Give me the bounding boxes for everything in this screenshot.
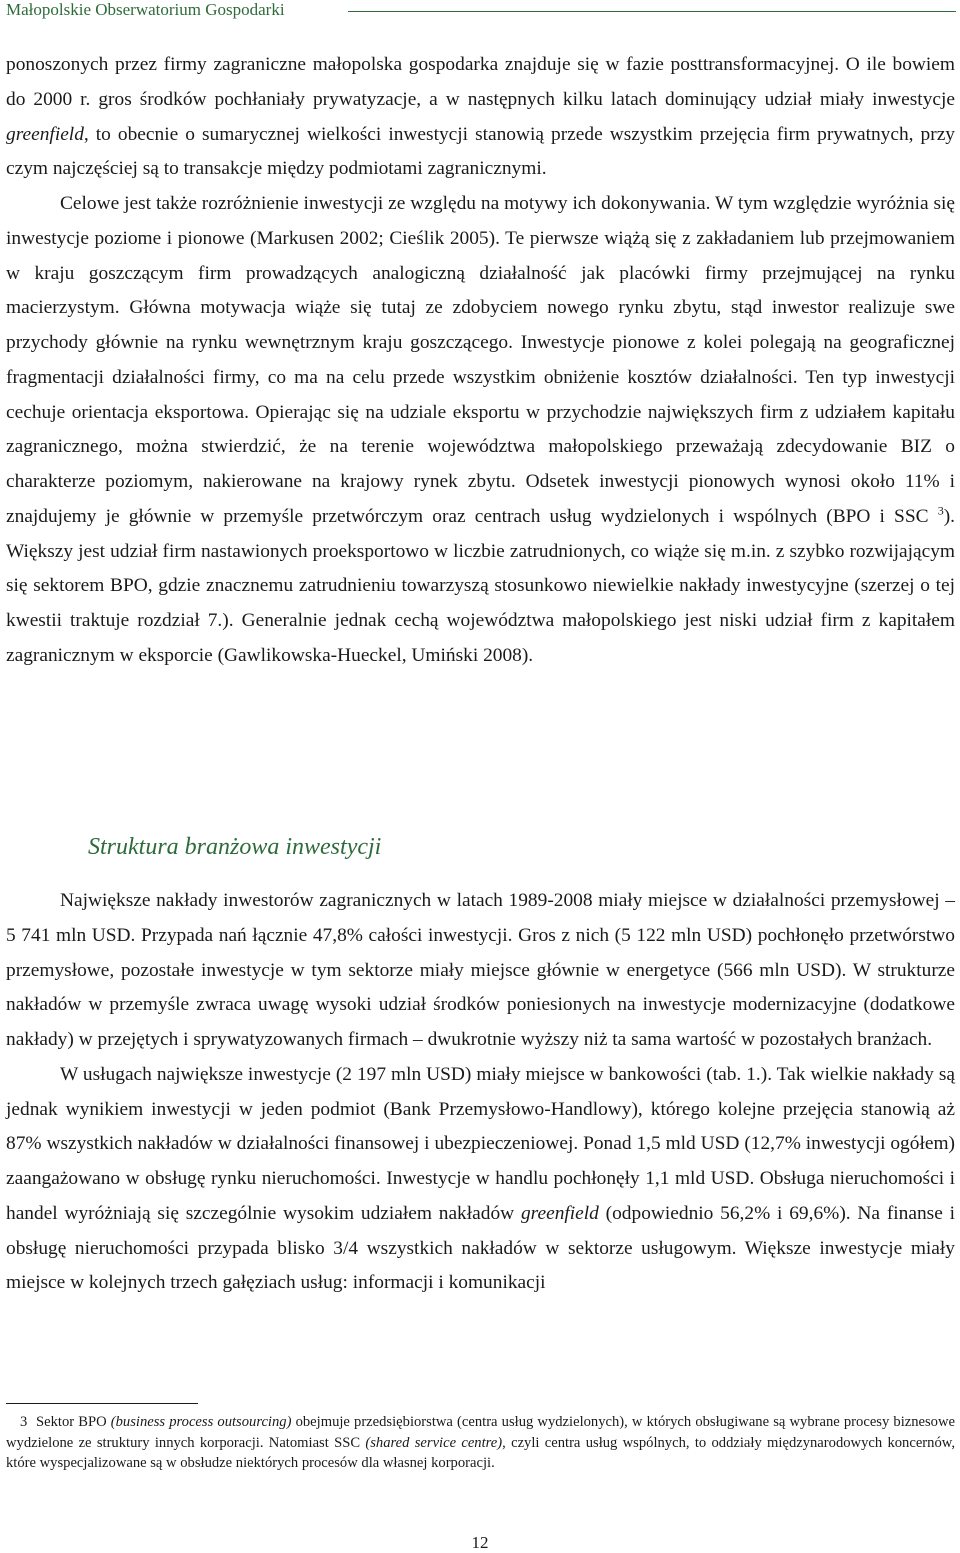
footnote-emphasis-bpo: (business process outsourcing) bbox=[110, 1414, 292, 1430]
body-section-2 bbox=[6, 884, 955, 1301]
paragraph-4-text: W usługach największe inwestycje (2 197 mln USD) miały miejsce w bankowości (tab. 1.). Tak wielkie nakłady są jednak wynikiem inwestycji w jeden podmiot (Bank Przemysłowo-Handlowy), którego kolejne przejęcia stanowią aż 87% wszystkich nakładów w działalności finansowej i ubezpieczeniowej. Ponad 1,5 mld USD (12,7% inwestycji ogółem) zaangażowano w obsługę rynku nieruchomości. Inwestycje w handlu pochłonęły 1,1 mld USD. Obsługa nieruchomości i handel wyróżniają się szczególnie wysokim udziałem nakładów bbox=[6, 1063, 955, 1224]
paragraph-3: Największe nakłady inwestorów zagranicznych w latach 1989-2008 miały miejsce w działalności przemysłowej – 5 741 mln USD. Przypada nań łącznie 47,8% całości inwestycji. Gros z nich (5 122 mln USD) pochłonęło przetwórstwo przemysłowe, pozostałe inwestycje w tym sektorze miały miejsce głównie w energetyce (566 mln USD). W strukturze nakładów w przemyśle zwraca uwagę wysoki udział środków poniesionych na inwestycje modernizacyjne (dodatkowe nakłady) w przejętych i sprywatyzowanych firmach – dwukrotnie wyższy niż ta sama wartość w pozostałych branżach. bbox=[6, 890, 955, 1050]
footnote-text: Sektor BPO bbox=[36, 1414, 111, 1430]
paragraph-1-text: ponoszonych przez firmy zagraniczne małopolska gospodarka znajduje się w fazie posttransformacyjnej. O ile bowiem do 2000 r. gros środków pochłaniały prywatyzacje, a w następnych kilku latach dominujący udział miały inwestycje bbox=[6, 54, 955, 110]
paragraph-4-text-rest: (odpowiednio 56,2% i 69,6%). Na finanse i obsługę nieruchomości przypada blisko 3/4 wszystkich nakładów w sektorze usługowym. Większe inwestycje miały miejsce w kolejnych trzech gałęziach usług: informacji i komunikacji bbox=[6, 1202, 955, 1294]
section-heading: Struktura branżowa inwestycji bbox=[88, 834, 382, 860]
footnote-text-end: , czyli centra usług wspólnych, to oddziały międzynarodowych koncernów, które wyspecjalizowane są w obsłudze niektórych procesów dla własnej korporacji. bbox=[6, 1434, 955, 1471]
paragraph-1-emphasis: greenfield bbox=[6, 123, 84, 145]
page-number: 12 bbox=[471, 1533, 489, 1552]
body-section-1 bbox=[6, 48, 955, 674]
footnote-ref: 3 bbox=[937, 503, 944, 518]
footnote bbox=[6, 1412, 955, 1474]
footnote-rule bbox=[6, 1403, 198, 1404]
footnote-text-mid: obejmuje przedsiębiorstwa (centra usług wydzielonych), w których obsługiwane są wybrane procesy biznesowe wydzielone ze struktury innych korporacji. Natomiast SSC bbox=[6, 1414, 955, 1451]
paragraph-2-text: Celowe jest także rozróżnienie inwestycji ze względu na motywy ich dokonywania. W tym względzie wyróżnia się inwestycje poziome i pionowe (Markusen 2002; Cieślik 2005). Te pierwsze wiążą się z zakładaniem lub przejmowaniem w kraju goszczącym firm prowadzących analogiczną działalność jak placówki firmy przejmującej na rynku macierzystym. Główna motywacja wiąże się tutaj ze zdobyciem nowego rynku zbytu, stąd inwestor realizuje swe przychody głównie na rynku wewnętrznym kraju goszczącego. Inwestycje pionowe z kolei polegają na geograficznej fragmentacji działalności firmy, co ma na celu przede wszystkim obniżenie kosztów działalności. Ten typ inwestycji cechuje orientacja eksportowa. Opierając się na udziale eksportu w przychodzie największych firm z udziałem kapitału zagranicznego, można stwierdzić, że na terenie województwa małopolskiego przeważają zdecydowanie BIZ o charakterze poziomym, nakierowane na krajowy rynek zbytu. Odsetek inwestycji pionowych wynosi około 11% i znajdujemy je głównie w przemyśle przetwórczym oraz centrach usług wydzielonych i wspólnych (BPO i SSC bbox=[6, 193, 955, 527]
paragraph-4-emphasis: greenfield bbox=[520, 1202, 599, 1224]
paragraph-4 bbox=[6, 1058, 955, 1301]
page-header bbox=[6, 0, 956, 22]
footnote-number: 3 bbox=[20, 1414, 28, 1430]
footnote-emphasis-ssc: (shared service centre) bbox=[365, 1434, 503, 1451]
header-title: Małopolskie Obserwatorium Gospodarki bbox=[6, 0, 285, 19]
paragraph-2-text-rest: ). Większy jest udział firm nastawionych proeksportowo w liczbie zatrudnionych, co wiąże się m.in. z szybko rozwijającym się sektorem BPO, gdzie znacznemu zatrudnieniu towarzyszą stosunkowo niewielkie nakłady inwestycyjne (szerzej o tej kwestii traktuje rozdział 7.). Generalnie jednak cechą województwa małopolskiego jest niski udział firm z kapitałem zagranicznym w eksporcie (Gawlikowska-Hueckel, Umiński 2008). bbox=[6, 505, 955, 666]
paragraph-2 bbox=[6, 187, 955, 674]
paragraph-1-text-rest: , to obecnie o sumarycznej wielkości inwestycji stanowią przede wszystkim przejęcia firm prywatnych, przy czym najczęściej są to transakcje między podmiotami zagranicznymi. bbox=[6, 123, 955, 180]
header-rule bbox=[348, 11, 956, 12]
paragraph-1 bbox=[6, 48, 955, 187]
